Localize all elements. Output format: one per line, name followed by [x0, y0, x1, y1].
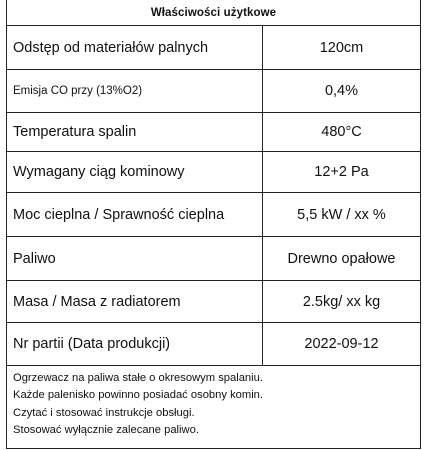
table-row-batch-number	[7, 323, 420, 366]
row-label: Temperatura spalin	[7, 113, 263, 151]
row-label: Masa / Masa z radiatorem	[7, 281, 263, 322]
table-row-clearance	[7, 26, 420, 70]
row-label: Emisja CO przy (13%O2)	[7, 70, 263, 112]
note-line: Ogrzewacz na paliwa stałe o okresowym spalaniu.	[13, 372, 263, 384]
row-label: Odstęp od materiałów palnych	[7, 26, 263, 69]
safety-notes	[7, 366, 420, 440]
sheet-title: Właściwości użytkowe	[7, 0, 420, 26]
row-value: 2022-09-12	[304, 336, 379, 352]
row-value: 2.5kg/ xx kg	[302, 293, 381, 310]
row-label: Paliwo	[7, 237, 263, 280]
note-line: Każde palenisko powinno posiadać osobny komin.	[13, 389, 264, 402]
row-value: 120cm	[319, 39, 364, 56]
row-value: 480°C	[321, 124, 362, 140]
row-value: 5,5 kW / xx %	[297, 206, 386, 223]
row-label: Moc cieplna / Sprawność cieplna	[7, 193, 263, 236]
row-value: Drewno opałowe	[287, 250, 396, 267]
row-value: 0,4%	[324, 83, 359, 99]
row-label: Nr partii (Data produkcji)	[7, 323, 263, 365]
row-label: Wymagany ciąg kominowy	[7, 152, 263, 192]
properties-sheet	[6, 0, 421, 449]
table-row-flue-temperature	[7, 113, 420, 152]
table-row-co-emission	[7, 70, 420, 113]
table-row-fuel	[7, 237, 420, 281]
table-row-weight	[7, 281, 420, 323]
table-row-chimney-draft	[7, 152, 420, 193]
note-line: Stosować wyłącznie zalecane paliwo.	[13, 424, 199, 437]
table-row-heat-output	[7, 193, 420, 237]
row-value: 12+2 Pa	[314, 164, 369, 180]
note-line: Czytać i stosować instrukcje obsługi.	[13, 406, 195, 419]
